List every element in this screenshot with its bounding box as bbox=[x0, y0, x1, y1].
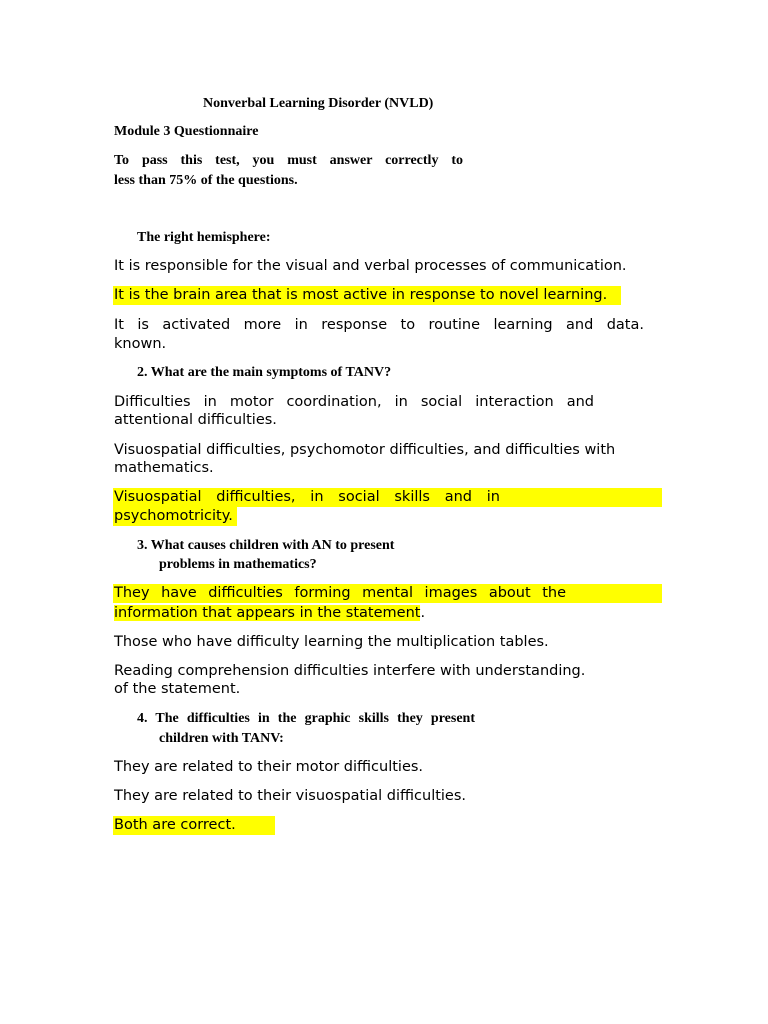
question-3-heading-line-2: problems in mathematics? bbox=[159, 557, 317, 572]
q1-option-a: It is responsible for the visual and verbal processes of communication. bbox=[114, 258, 627, 274]
intro-line-1: To pass this test, you must answer correctly to bbox=[114, 153, 463, 168]
question-1-heading: The right hemisphere: bbox=[137, 230, 271, 245]
q2-option-c-line-2-correct: psychomotricity. bbox=[114, 508, 233, 524]
q4-option-c-correct: Both are correct. bbox=[114, 817, 236, 833]
q3-option-b: Those who have difficulty learning the multiplication tables. bbox=[114, 634, 549, 650]
q4-option-a: They are related to their motor difficulties. bbox=[114, 759, 424, 775]
q2-option-b-line-2: mathematics. bbox=[114, 460, 214, 476]
q3-option-c-line-1: Reading comprehension difficulties interfere with understanding. bbox=[114, 663, 586, 679]
q1-option-c-line-2: known. bbox=[114, 336, 167, 352]
q3-option-c-line-2: of the statement. bbox=[114, 681, 241, 697]
q3-option-a-line-2 bbox=[114, 604, 425, 623]
q1-option-c-line-1: It is activated more in response to routine learning and data. bbox=[114, 317, 644, 333]
intro-line-2: less than 75% of the questions. bbox=[114, 173, 298, 188]
question-4-heading-line-1: 4. The difficulties in the graphic skills they present bbox=[137, 711, 475, 726]
q3-option-a-line-2-correct: information that appears in the statement bbox=[114, 605, 421, 621]
q2-option-c-line-1-correct: Visuospatial difficulties, in social skills and in bbox=[114, 489, 500, 505]
q3-option-a-period: . bbox=[420, 605, 426, 621]
q1-option-b-correct: It is the brain area that is most active in response to novel learning. bbox=[114, 287, 608, 303]
q2-option-b-line-1: Visuospatial difficulties, psychomotor difficulties, and difficulties with bbox=[114, 442, 616, 458]
q2-option-a-line-1: Difficulties in motor coordination, in social interaction and bbox=[114, 394, 594, 410]
document-title: Nonverbal Learning Disorder (NVLD) bbox=[203, 96, 434, 111]
question-2-heading: 2. What are the main symptoms of TANV? bbox=[137, 365, 392, 380]
question-3-heading-line-1: 3. What causes children with AN to present bbox=[137, 538, 395, 553]
module-heading: Module 3 Questionnaire bbox=[114, 124, 259, 139]
q4-option-b: They are related to their visuospatial difficulties. bbox=[114, 788, 467, 804]
q3-option-a-line-1-correct: They have difficulties forming mental images about the bbox=[114, 585, 566, 601]
question-4-heading-line-2: children with TANV: bbox=[159, 731, 284, 746]
q2-option-a-line-2: attentional difficulties. bbox=[114, 412, 277, 428]
